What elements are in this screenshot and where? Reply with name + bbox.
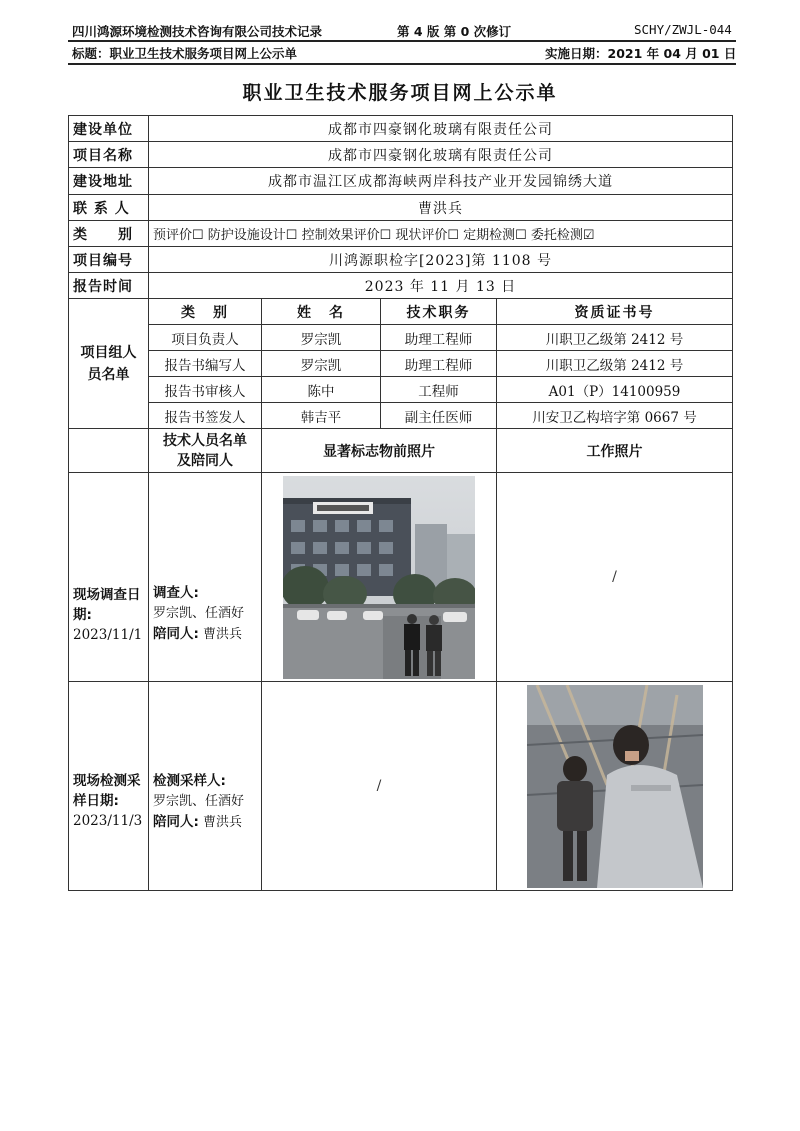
disclosure-form [68, 115, 733, 891]
col-name: 姓 名 [262, 299, 381, 325]
personnel-row [69, 403, 733, 429]
survey-date-label: 现场调查日期: [73, 586, 141, 623]
person-title: 助理工程师 [381, 325, 497, 351]
personnel-row [69, 325, 733, 351]
person-title: 助理工程师 [381, 351, 497, 377]
survey-escort-label: 陪同人: [153, 626, 199, 642]
survey-staff-label: 调查人: [153, 585, 199, 601]
personnel-row [69, 377, 733, 403]
person-name: 陈中 [262, 377, 381, 403]
person-title: 工程师 [381, 377, 497, 403]
person-cert: 川安卫乙构培字第 0667 号 [497, 403, 733, 429]
effective-date: 实施日期：2021 年 04 月 01 日 [545, 46, 737, 61]
header-divider [68, 40, 736, 42]
personnel-row [69, 351, 733, 377]
person-cert: 川职卫乙级第 2412 号 [497, 351, 733, 377]
sampling-landmark-photo: / [262, 682, 497, 891]
col-title: 技术职务 [381, 299, 497, 325]
row-name [69, 142, 733, 168]
sampling-escort-value: 曹洪兵 [203, 815, 243, 830]
row-contact [69, 195, 733, 221]
sampling-date-label: 现场检测采样日期: [73, 773, 141, 809]
photo-header-blank [69, 429, 149, 473]
landmark-photo [283, 476, 475, 679]
project-number-value: 川鸿源职检字[2023]第 1108 号 [149, 247, 733, 273]
report-date-value: 2023 年 11 月 13 日 [149, 273, 733, 299]
person-name: 罗宗凯 [262, 325, 381, 351]
page-title: 职业卫生技术服务项目网上公示单 [242, 82, 558, 104]
header-divider-bottom [68, 63, 736, 65]
col-staff: 技术人员名单及陪同人 [149, 429, 262, 473]
sampling-escort-label: 陪同人: [153, 814, 199, 830]
row-date [69, 273, 733, 299]
person-role: 报告书编写人 [149, 351, 262, 377]
person-title: 副主任医师 [381, 403, 497, 429]
subject-line: 标题：职业卫生技术服务项目网上公示单 [72, 46, 298, 61]
sampling-row [69, 682, 733, 891]
row-number [69, 247, 733, 273]
survey-date-value: 2023/11/1 [73, 626, 143, 643]
project-number-label: 项目编号 [69, 247, 149, 273]
person-name: 韩吉平 [262, 403, 381, 429]
personnel-header-row [69, 299, 733, 325]
col-cert: 资质证书号 [497, 299, 733, 325]
project-name-label: 项目名称 [69, 142, 149, 168]
col-work-photo: 工作照片 [497, 429, 733, 473]
person-role: 项目负责人 [149, 325, 262, 351]
person-cert: 川职卫乙级第 2412 号 [497, 325, 733, 351]
sampling-staff-cell [149, 682, 262, 891]
personnel-group-label: 项目组人员名单 [69, 299, 149, 429]
survey-staff-cell [149, 473, 262, 682]
work-photo [527, 685, 703, 888]
category-value: 预评价☐ 防护设施设计☐ 控制效果评价☐ 现状评价☐ 定期检测☐ 委托检测☑ [149, 221, 733, 247]
sampling-staff-label: 检测采样人: [153, 773, 226, 789]
address-label: 建设地址 [69, 168, 149, 195]
col-role: 类 别 [149, 299, 262, 325]
document-code: SCHY/ZWJL-044 [634, 22, 732, 37]
work-photo-cell [497, 682, 733, 891]
sampling-date-value: 2023/11/3 [73, 813, 143, 829]
sampling-staff-value: 罗宗凯、任酒好 [153, 794, 245, 809]
person-name: 罗宗凯 [262, 351, 381, 377]
unit-value: 成都市四豪钢化玻璃有限责任公司 [149, 116, 733, 142]
row-unit [69, 116, 733, 142]
photo-header-row [69, 429, 733, 473]
category-label: 类 别 [69, 221, 149, 247]
person-cert: A01（P）14100959 [497, 377, 733, 403]
contact-label: 联 系 人 [69, 195, 149, 221]
unit-label: 建设单位 [69, 116, 149, 142]
address-value: 成都市温江区成都海峡两岸科技产业开发园锦绣大道 [149, 168, 733, 195]
survey-staff-value: 罗宗凯、任酒好 [153, 606, 245, 621]
landmark-photo-cell [262, 473, 497, 682]
survey-row [69, 473, 733, 682]
person-role: 报告书签发人 [149, 403, 262, 429]
survey-escort-value: 曹洪兵 [203, 627, 243, 642]
person-role: 报告书审核人 [149, 377, 262, 403]
survey-work-photo: / [497, 473, 733, 682]
contact-value: 曹洪兵 [149, 195, 733, 221]
sampling-date-cell [69, 682, 149, 891]
row-address [69, 168, 733, 195]
col-landmark-photo: 显著标志物前照片 [262, 429, 497, 473]
report-date-label: 报告时间 [69, 273, 149, 299]
survey-date-cell [69, 473, 149, 682]
version-info: 第 4 版 第 0 次修订 [397, 24, 512, 39]
company-record-title: 四川鸿源环境检测技术咨询有限公司技术记录 [72, 24, 323, 39]
project-name-value: 成都市四豪钢化玻璃有限责任公司 [149, 142, 733, 168]
row-category [69, 221, 733, 247]
